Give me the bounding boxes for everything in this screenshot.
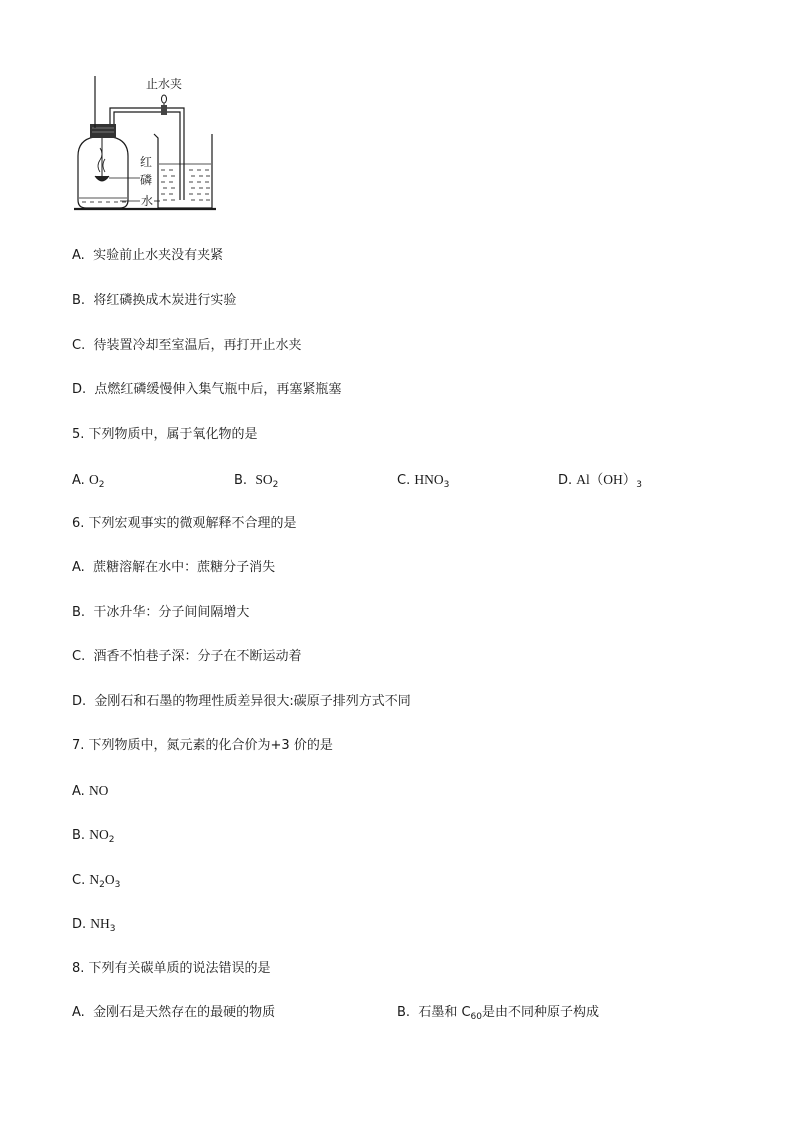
option-letter: D.: [558, 473, 573, 488]
option-letter: B.: [72, 828, 86, 843]
clamp-label: 止水夹: [146, 77, 183, 91]
option-text: 干冰升华：分子间间隔增大: [93, 605, 250, 620]
formula: NH: [90, 916, 110, 931]
q5-option-c: [397, 471, 449, 490]
q6-option-d: [72, 693, 411, 711]
subscript: 2: [108, 835, 115, 845]
q4-option-a: [72, 247, 223, 265]
formula: HNO: [414, 472, 444, 487]
formula: N: [89, 872, 100, 887]
option-text: 金刚石是天然存在的最硬的物质: [93, 1005, 276, 1020]
option-text: 酒香不怕巷子深：分子在不断运动着: [93, 649, 302, 664]
q4-option-c: [72, 337, 302, 355]
q7-option-b: [72, 826, 114, 845]
q6-option-a: [72, 559, 275, 577]
option-letter: D.: [72, 382, 87, 397]
q6-stem: 6. 下列宏观事实的微观解释不合理的是: [72, 516, 297, 531]
subscript: 3: [109, 924, 116, 934]
q7-option-a: [72, 782, 108, 801]
gas-bottle: [78, 137, 128, 208]
option-letter: A.: [72, 784, 85, 799]
formula: NO: [88, 783, 109, 798]
option-letter: A.: [72, 560, 85, 575]
q7-option-d: [72, 915, 116, 934]
subscript: 3: [636, 480, 643, 490]
option-text-post: 是由不同种原子构成: [482, 1005, 600, 1020]
q8-option-b: [397, 1004, 599, 1022]
q7-stem: 7. 下列物质中，氮元素的化合价为+3 价的是: [72, 738, 333, 753]
red-phosphorus-label-1: 红: [140, 155, 153, 169]
option-letter: C.: [72, 338, 86, 353]
red-phosphorus-label-2: 磷: [140, 173, 153, 187]
option-letter: C.: [72, 649, 86, 664]
q5-option-b: [234, 471, 278, 490]
q7-option-c: [72, 871, 120, 890]
q6-option-c: [72, 648, 302, 666]
q6-option-b: [72, 604, 249, 622]
q5-option-d: [558, 471, 642, 490]
option-text: 实验前止水夹没有夹紧: [93, 248, 224, 263]
option-letter: B.: [397, 1005, 411, 1020]
option-letter: D.: [72, 917, 87, 932]
option-letter: A.: [72, 1005, 85, 1020]
option-letter: B.: [72, 293, 86, 308]
apparatus-figure: [66, 68, 306, 228]
option-letter: A.: [72, 248, 85, 263]
clamp: [161, 105, 167, 115]
beaker: [154, 134, 212, 208]
option-text: 将红磷换成木炭进行实验: [93, 293, 237, 308]
option-letter: C.: [72, 873, 86, 888]
subscript: 3: [443, 480, 450, 490]
q5-stem: 5. 下列物质中，属于氧化物的是: [72, 427, 258, 442]
formula: NO: [89, 827, 109, 842]
option-letter: A.: [72, 473, 85, 488]
formula: Al（OH）: [576, 472, 637, 487]
q4-option-d: [72, 381, 341, 399]
q8-option-a: [72, 1004, 275, 1022]
stopper: [90, 124, 116, 138]
option-text: 金刚石和石墨的物理性质差异很大:碳原子排列方式不同: [94, 694, 411, 709]
subscript: 60: [470, 1012, 482, 1022]
combustion-spoon: [95, 176, 109, 181]
option-text: 点燃红磷缓慢伸入集气瓶中后，再塞紧瓶塞: [94, 382, 342, 397]
water-label: 水: [141, 194, 154, 208]
option-text-pre: 石墨和 C: [418, 1005, 471, 1020]
option-letter: C.: [397, 473, 411, 488]
subscript: 2: [272, 480, 279, 490]
option-letter: D.: [72, 694, 87, 709]
formula: O: [88, 472, 99, 487]
formula: O: [104, 872, 115, 887]
q4-option-b: [72, 292, 236, 310]
option-letter: B.: [234, 473, 248, 488]
subscript: 2: [99, 880, 105, 890]
subscript: 2: [98, 480, 105, 490]
beaker-water: [161, 170, 210, 200]
q8-stem: 8. 下列有关碳单质的说法错误的是: [72, 961, 271, 976]
option-text: 蔗糖溶解在水中：蔗糖分子消失: [93, 560, 276, 575]
option-letter: B.: [72, 605, 86, 620]
formula: SO: [255, 472, 273, 487]
option-text: 待装置冷却至室温后，再打开止水夹: [93, 338, 302, 353]
subscript: 3: [114, 880, 121, 890]
q5-option-a: [72, 471, 104, 490]
